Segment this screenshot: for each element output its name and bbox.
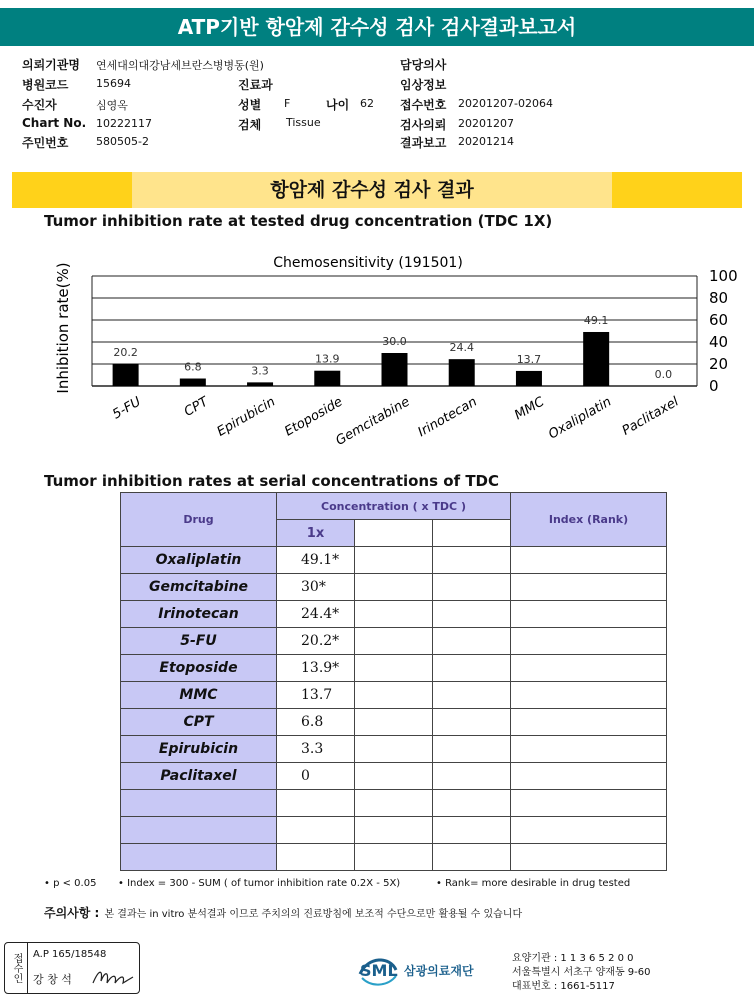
- specimen-label: 검체: [238, 118, 262, 132]
- inhibition-value: 24.4*: [277, 601, 355, 628]
- report-title: ATP기반 항암제 감수성 검사 검사결과보고서: [0, 8, 754, 46]
- caution-text: 본 결과는 in vitro 분석결과 이므로 주치의의 진료방침에 보조적 수단으로만 활용될 수 있습니다: [104, 909, 523, 920]
- empty-cell: [355, 682, 433, 709]
- empty-cell: [433, 817, 511, 844]
- empty-cell: [277, 790, 355, 817]
- table-row: [121, 763, 667, 790]
- empty-cell: [355, 844, 433, 871]
- empty-cell: [355, 763, 433, 790]
- department-label: 진료과: [238, 78, 273, 92]
- index-note: • Index = 300 - SUM ( of tumor inhibition rate 0.2X - 5X): [118, 878, 401, 889]
- rank-note: • Rank= more desirable in drug tested: [436, 878, 631, 889]
- request-date-value: 20201207: [458, 117, 514, 130]
- concentration-1x-header: 1x: [277, 520, 355, 547]
- empty-drug-cell: [121, 790, 277, 817]
- data-label: 24.4: [449, 341, 474, 355]
- empty-cell: [511, 655, 667, 682]
- empty-cell: [355, 628, 433, 655]
- empty-cell: [433, 736, 511, 763]
- table-row: [121, 682, 667, 709]
- table-row: [121, 817, 667, 844]
- drug-name: Epirubicin: [121, 736, 277, 763]
- empty-cell: [433, 574, 511, 601]
- concentration-empty-header: [433, 520, 511, 547]
- drug-name: Oxaliplatin: [121, 547, 277, 574]
- org-name: 삼광의료재단: [404, 964, 474, 978]
- table-row: [121, 736, 667, 763]
- x-tick-label: Gemcitabine: [333, 394, 413, 449]
- table-row: [121, 709, 667, 736]
- empty-cell: [355, 736, 433, 763]
- table-heading: Tumor inhibition rates at serial concentrations of TDC: [44, 472, 500, 490]
- x-tick-label: Oxaliplatin: [546, 394, 615, 443]
- inhibition-value: 13.9*: [277, 655, 355, 682]
- concentration-header: Concentration ( x TDC ): [277, 493, 511, 520]
- table-row: [121, 844, 667, 871]
- inhibition-value: 30*: [277, 574, 355, 601]
- x-tick-label: Paclitaxel: [619, 394, 682, 439]
- bar: [449, 359, 475, 386]
- empty-cell: [511, 601, 667, 628]
- address: 서울특별시 서초구 양재동 9-60: [512, 967, 651, 978]
- data-label: 20.2: [113, 345, 138, 359]
- age-value: 62: [360, 97, 374, 110]
- y-axis-ticks: [709, 267, 738, 395]
- inhibition-table: [120, 492, 667, 871]
- x-tick-label: CPT: [181, 394, 211, 420]
- table-row: [121, 790, 667, 817]
- bar: [583, 332, 609, 386]
- empty-cell: [433, 709, 511, 736]
- drug-name: Paclitaxel: [121, 763, 277, 790]
- table-row: [121, 574, 667, 601]
- clinical-label: 임상정보: [400, 78, 447, 92]
- receipt-no-label: 접수번호: [400, 98, 447, 112]
- empty-cell: [355, 574, 433, 601]
- empty-cell: [277, 817, 355, 844]
- empty-cell: [355, 601, 433, 628]
- bar: [180, 379, 206, 386]
- concentration-empty-header: [355, 520, 433, 547]
- x-tick-label: MMC: [512, 394, 547, 424]
- drug-name: Irinotecan: [121, 601, 277, 628]
- empty-cell: [511, 628, 667, 655]
- empty-cell: [433, 790, 511, 817]
- empty-cell: [511, 574, 667, 601]
- data-label: 3.3: [251, 364, 269, 378]
- x-axis-labels: [110, 394, 682, 449]
- drug-name: CPT: [121, 709, 277, 736]
- p-value-note: • p < 0.05: [44, 878, 97, 889]
- age-label: 나이: [326, 98, 350, 112]
- patient-label: 수진자: [22, 98, 57, 112]
- table-row: [121, 655, 667, 682]
- receipt-stamp: [4, 942, 140, 994]
- data-label: 49.1: [583, 313, 609, 327]
- bar: [113, 364, 139, 386]
- drug-name: 5-FU: [121, 628, 277, 655]
- empty-cell: [433, 682, 511, 709]
- y-tick-label: 60: [709, 311, 729, 329]
- empty-cell: [511, 763, 667, 790]
- y-tick-label: 80: [709, 289, 729, 307]
- data-label: 6.8: [184, 360, 202, 374]
- hospital-code-label: 병원코드: [22, 78, 69, 92]
- data-label: 13.7: [516, 352, 542, 366]
- doctor-label: 담당의사: [400, 58, 447, 72]
- chart-no-value: 10222117: [96, 117, 152, 130]
- table-row: [121, 547, 667, 574]
- receipt-no-value: 20201207-02064: [458, 97, 553, 110]
- drug-name: Gemcitabine: [121, 574, 277, 601]
- empty-cell: [511, 547, 667, 574]
- logo-text: SML: [360, 961, 398, 980]
- empty-cell: [277, 844, 355, 871]
- bar: [382, 353, 408, 386]
- specimen-value: Tissue: [286, 116, 321, 129]
- empty-cell: [355, 655, 433, 682]
- phone: 대표번호 : 1661-5117: [512, 981, 615, 992]
- y-axis-label: Inhibition rate(%): [54, 262, 72, 394]
- data-label: 30.0: [382, 335, 407, 348]
- data-label: 13.9: [315, 352, 340, 366]
- table-body: [121, 547, 667, 871]
- bar: [516, 371, 542, 386]
- data-label: 0.0: [654, 368, 673, 381]
- bar: [314, 371, 340, 386]
- bar: [247, 382, 273, 386]
- empty-cell: [511, 682, 667, 709]
- empty-drug-cell: [121, 817, 277, 844]
- y-tick-label: 20: [709, 355, 729, 373]
- stamp-side-label: 접수인: [5, 943, 28, 993]
- inhibition-value: 3.3: [277, 736, 355, 763]
- drug-header: Drug: [121, 493, 277, 547]
- inhibition-value: 20.2*: [277, 628, 355, 655]
- empty-cell: [355, 790, 433, 817]
- institution-label: 의뢰기관명: [22, 58, 80, 72]
- empty-cell: [355, 709, 433, 736]
- inhibition-value: 6.8: [277, 709, 355, 736]
- empty-cell: [511, 844, 667, 871]
- table-row: [121, 601, 667, 628]
- y-tick-label: 40: [709, 333, 729, 351]
- hospital-code-value: 15694: [96, 77, 131, 90]
- x-tick-label: Etoposide: [282, 394, 346, 440]
- empty-cell: [433, 844, 511, 871]
- drug-name: Etoposide: [121, 655, 277, 682]
- signature-mark: [91, 965, 135, 989]
- stamp-signer: 강 창 석: [33, 973, 72, 986]
- x-tick-label: Irinotecan: [415, 394, 480, 441]
- report-date-value: 20201214: [458, 135, 514, 148]
- sex-label: 성별: [238, 98, 262, 112]
- empty-cell: [355, 817, 433, 844]
- empty-cell: [511, 817, 667, 844]
- table-row: [121, 628, 667, 655]
- empty-cell: [433, 601, 511, 628]
- empty-cell: [433, 763, 511, 790]
- x-tick-label: 5-FU: [110, 394, 144, 423]
- id-no-label: 주민번호: [22, 136, 69, 150]
- institution-code: 요양기관 : 1 1 3 6 5 2 0 0: [512, 953, 634, 964]
- inhibition-value: 13.7: [277, 682, 355, 709]
- inhibition-value: 0: [277, 763, 355, 790]
- patient-value: 심영옥: [96, 99, 128, 112]
- empty-cell: [355, 547, 433, 574]
- index-header: Index (Rank): [511, 493, 667, 547]
- stamp-pathology-no: A.P 165/18548: [33, 949, 107, 960]
- x-tick-label: Epirubicin: [214, 394, 279, 440]
- report-date-label: 결과보고: [400, 136, 447, 150]
- empty-drug-cell: [121, 844, 277, 871]
- empty-cell: [433, 655, 511, 682]
- empty-cell: [511, 790, 667, 817]
- institution-value: 연세대의대강남세브란스병병동(원): [96, 59, 264, 72]
- sml-logo: [356, 952, 496, 988]
- request-date-label: 검사의뢰: [400, 118, 447, 132]
- sex-value: F: [284, 97, 291, 110]
- empty-cell: [433, 547, 511, 574]
- section-banner: [12, 172, 742, 208]
- chart-no-label: Chart No.: [22, 116, 87, 130]
- empty-cell: [433, 628, 511, 655]
- inhibition-value: 49.1*: [277, 547, 355, 574]
- caution-note: [44, 902, 522, 921]
- drug-name: MMC: [121, 682, 277, 709]
- empty-cell: [511, 736, 667, 763]
- chart-title: Chemosensitivity (191501): [273, 255, 463, 271]
- y-tick-label: 0: [709, 377, 719, 395]
- id-no-value: 580505-2: [96, 135, 149, 148]
- chemosensitivity-chart: [0, 240, 754, 460]
- y-tick-label: 100: [709, 267, 738, 285]
- section-title: 항암제 감수성 검사 결과: [132, 172, 612, 208]
- caution-label: 주의사항 :: [44, 906, 100, 920]
- empty-cell: [511, 709, 667, 736]
- chart-heading: Tumor inhibition rate at tested drug concentration (TDC 1X): [44, 212, 553, 230]
